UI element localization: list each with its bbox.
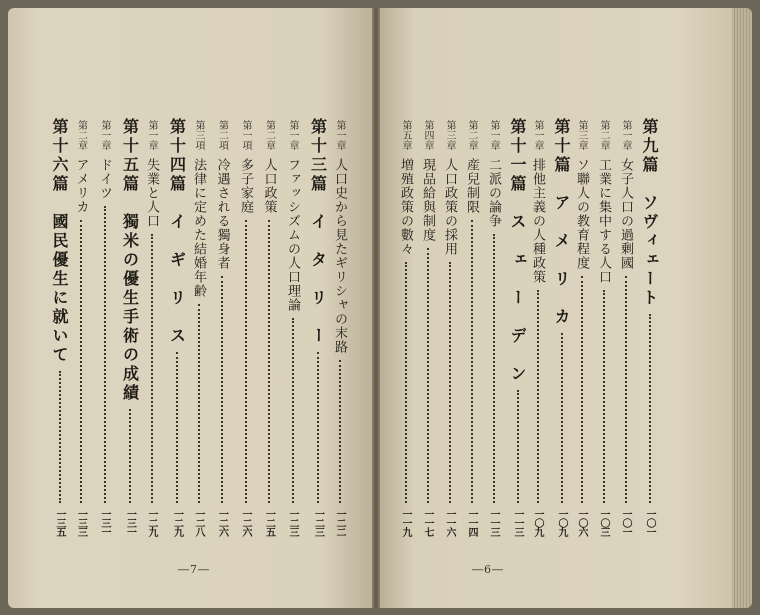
dot-leader [80, 220, 82, 503]
toc-entry-label: 第一項 [240, 120, 251, 150]
toc-entry-title: 排他主義の人種政策 [530, 158, 545, 284]
toc-entry-page-number: 一一六 [444, 509, 455, 536]
toc-entry-page-number: 一一三 [512, 509, 523, 536]
toc-entry-title: 第十六篇 國民優生に就いて [50, 118, 69, 365]
toc-entry-title: 工業に集中する人口 [596, 158, 611, 284]
dot-leader [427, 248, 429, 503]
toc-entry [506, 118, 529, 536]
toc-entry [213, 120, 232, 536]
toc-entry-title: 人口史から見たギリシャの末路 [332, 158, 347, 354]
toc-entry [95, 120, 114, 536]
dot-leader [292, 318, 294, 503]
toc-entry [72, 120, 91, 536]
dot-leader [268, 220, 270, 503]
dot-leader [449, 262, 451, 503]
dot-leader [405, 262, 407, 503]
toc-entry-label: 第三項 [193, 120, 204, 150]
toc-entry-label: 第一章 [287, 120, 298, 150]
toc-entry [528, 120, 547, 536]
toc-entry-page-number: 一三一 [124, 509, 136, 536]
toc-entry-title: 第九篇 ソヴィェート [640, 118, 659, 308]
dot-leader [104, 206, 106, 503]
toc-entry-page-number: 一〇六 [576, 509, 587, 536]
toc-entry-label: 第三章 [444, 120, 455, 150]
dot-leader [129, 409, 131, 503]
toc-entry-title: 第十一篇 ス ェ ー デ ン [508, 118, 527, 384]
toc-entry-page-number: 一三一 [99, 509, 110, 536]
dot-leader [603, 290, 605, 503]
toc-entry-page-number: 一三三 [75, 509, 87, 536]
dot-leader [537, 290, 539, 503]
toc-entry-label: 第二章 [75, 120, 87, 150]
toc-entry-title: 産兒制限 [464, 158, 479, 214]
dot-leader [198, 304, 200, 503]
right-page [376, 8, 752, 608]
toc-entry-page-number: 一一九 [400, 509, 411, 536]
toc-entry-page-number: 一二六 [216, 509, 228, 536]
toc-entry-label: 第三章 [576, 120, 587, 150]
dot-leader [221, 276, 223, 503]
toc-entry-page-number: 一〇九 [532, 509, 543, 536]
toc-entry [638, 118, 661, 536]
toc-entry-title: アメリカ [73, 158, 89, 214]
page-edge [732, 8, 752, 608]
toc-entry-title: ドイツ [97, 158, 112, 200]
dot-leader [151, 234, 153, 503]
toc-entry-label: 第二章 [466, 120, 477, 150]
toc-entry-page-number: 一二九 [171, 509, 183, 536]
toc-entry [418, 120, 437, 536]
toc-entry-label: 第一章 [532, 120, 543, 150]
toc-entry-title: ファッシズムの人口理論 [285, 158, 300, 312]
toc-entry-title: 失業と人口 [144, 158, 159, 228]
toc-entry [396, 120, 415, 536]
toc-entry [484, 120, 503, 536]
toc-entry-title: 第十四篇 イ ギ リ ス [167, 118, 187, 346]
dot-leader [339, 360, 341, 503]
toc-entry [166, 118, 189, 536]
toc-entry-page-number: 一二二 [334, 509, 345, 536]
dot-leader [561, 333, 563, 503]
toc-entry-page-number: 一一三 [488, 509, 499, 536]
dot-leader [59, 371, 61, 503]
toc-entry [307, 118, 330, 536]
dot-leader [625, 276, 627, 503]
toc-entry-title: 冷遇される獨身者 [214, 158, 230, 270]
toc-entry [550, 118, 573, 536]
toc-entry [283, 120, 302, 536]
toc-entry-label: 第五章 [400, 120, 411, 150]
left-page-folio: ―7― [178, 563, 210, 576]
toc-entry-label: 第一章 [99, 120, 110, 150]
toc-entry-label: 第二項 [216, 120, 228, 150]
toc-entry-label: 第一章 [146, 120, 157, 150]
toc-entry-label: 第一章 [620, 120, 631, 150]
toc-entry [462, 120, 481, 536]
toc-entry-page-number: 一二五 [263, 509, 275, 536]
toc-entry-page-number: 一一七 [422, 509, 433, 536]
toc-entry-page-number: 一〇一 [644, 509, 655, 536]
dot-leader [317, 352, 319, 503]
toc-entry-label: 第二章 [263, 120, 275, 150]
dot-leader [581, 276, 583, 503]
toc-entry [330, 120, 349, 536]
toc-entry-title: 第十三篇 イ タ リ ー [308, 118, 328, 346]
dot-leader [517, 390, 519, 503]
toc-entry-title: 第十篇 ア メ リ カ [552, 118, 571, 327]
toc-entry-page-number: 一二三 [287, 509, 298, 536]
toc-entry [119, 118, 142, 536]
right-page-folio: ―6― [472, 563, 504, 576]
toc-entry-title: 女子人口の過剰國 [618, 158, 633, 270]
toc-entry-title: 法律に定めた結婚年齢 [191, 158, 206, 298]
toc-entry-page-number: 一二三 [312, 509, 324, 536]
toc-entry-title: 多子家庭 [238, 158, 253, 214]
toc-entry-label: 第一章 [334, 120, 345, 150]
dot-leader [493, 234, 495, 503]
toc-entry-page-number: 一二六 [240, 509, 251, 536]
dot-leader [649, 314, 651, 503]
book-gutter [372, 8, 380, 608]
toc-entry-title: 第十五篇 獨米の優生手術の成績 [120, 118, 140, 403]
toc-entry-title: 現品給與制度 [420, 158, 435, 242]
toc-entry [189, 120, 208, 536]
toc-entry [48, 118, 71, 536]
toc-entry-page-number: 一〇一 [620, 509, 631, 536]
toc-entry-page-number: 一三五 [54, 509, 65, 536]
dot-leader [245, 220, 247, 503]
left-page [8, 8, 376, 608]
toc-entry-page-number: 一〇三 [598, 509, 609, 536]
toc-entry-page-number: 一二八 [193, 509, 204, 536]
toc-entry-title: ソ聯人の教育程度 [574, 158, 589, 270]
toc-entry-label: 第二章 [598, 120, 609, 150]
dot-leader [471, 220, 473, 503]
toc-entry-title: 人口政策 [261, 158, 277, 214]
dot-leader [176, 352, 178, 503]
toc-entry [440, 120, 459, 536]
toc-entry [616, 120, 635, 536]
toc-entry-title: 増殖政策の數々 [398, 158, 413, 256]
toc-entry [594, 120, 613, 536]
toc-entry-page-number: 一〇九 [556, 509, 567, 536]
toc-entry [236, 120, 255, 536]
open-book [8, 8, 752, 608]
toc-entry-label: 第四章 [422, 120, 433, 150]
toc-entry-title: 二派の論争 [486, 158, 501, 228]
toc-entry-page-number: 一一四 [466, 509, 477, 536]
toc-entry-title: 人口政策の採用 [442, 158, 457, 256]
toc-entry [260, 120, 279, 536]
toc-entry-label: 第一章 [488, 120, 499, 150]
toc-entry [572, 120, 591, 536]
toc-entry [142, 120, 161, 536]
toc-entry-page-number: 一二九 [146, 509, 157, 536]
